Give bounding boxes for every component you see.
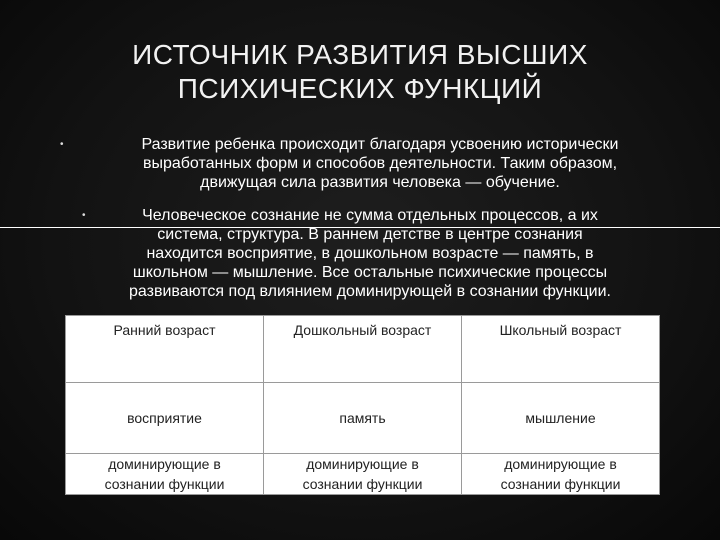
bullet-item-2	[70, 206, 670, 301]
bullet-2-line-1: Человеческое сознание не сумма отдельных процессов, а их	[142, 207, 598, 224]
bullet-2-line-5: развиваются под влиянием доминирующей в сознании функции.	[129, 283, 611, 300]
bullet-item-1	[60, 135, 675, 192]
table-header-cell: Дошкольный возраст	[264, 316, 462, 383]
table-row	[66, 454, 660, 495]
bullet-2-line-3: находится восприятие, в дошкольном возрасте — память, в	[146, 245, 594, 262]
bullet-dot-icon: •	[82, 210, 86, 221]
bullet-1-line-2: выработанных форм и способов деятельности. Таким образом,	[142, 155, 618, 172]
slide-title	[90, 38, 630, 106]
table-cell	[462, 454, 660, 495]
cell-line: доминирующие в	[108, 456, 221, 472]
table-cell: память	[264, 383, 462, 454]
table-cell	[264, 454, 462, 495]
table-cell: восприятие	[66, 383, 264, 454]
cell-line: доминирующие в	[504, 456, 617, 472]
title-line-1: ИСТОЧНИК РАЗВИТИЯ ВЫСШИХ	[132, 39, 588, 70]
age-function-table	[65, 315, 660, 495]
cell-line: сознании функции	[104, 476, 225, 492]
cell-line: доминирующие в	[306, 456, 419, 472]
table-row	[66, 383, 660, 454]
bullet-2-line-2: система, структура. В раннем детстве в центре сознания	[157, 226, 583, 243]
bullet-2-line-4: школьном — мышление. Все остальные психические процессы	[132, 264, 608, 281]
table-header-cell: Школьный возраст	[462, 316, 660, 383]
cell-line: сознании функции	[302, 476, 423, 492]
bullet-dot-icon: •	[60, 139, 64, 150]
title-line-2: ПСИХИЧЕСКИХ ФУНКЦИЙ	[177, 73, 543, 104]
table-header-cell: Ранний возраст	[66, 316, 264, 383]
bullet-1-line-1: Развитие ребенка происходит благодаря усвоению исторически	[141, 136, 619, 153]
table-cell	[66, 454, 264, 495]
bullet-1-line-3: движущая сила развития человека — обучение.	[200, 174, 560, 191]
cell-line: сознании функции	[500, 476, 621, 492]
table-cell: мышление	[462, 383, 660, 454]
table-row	[66, 316, 660, 383]
